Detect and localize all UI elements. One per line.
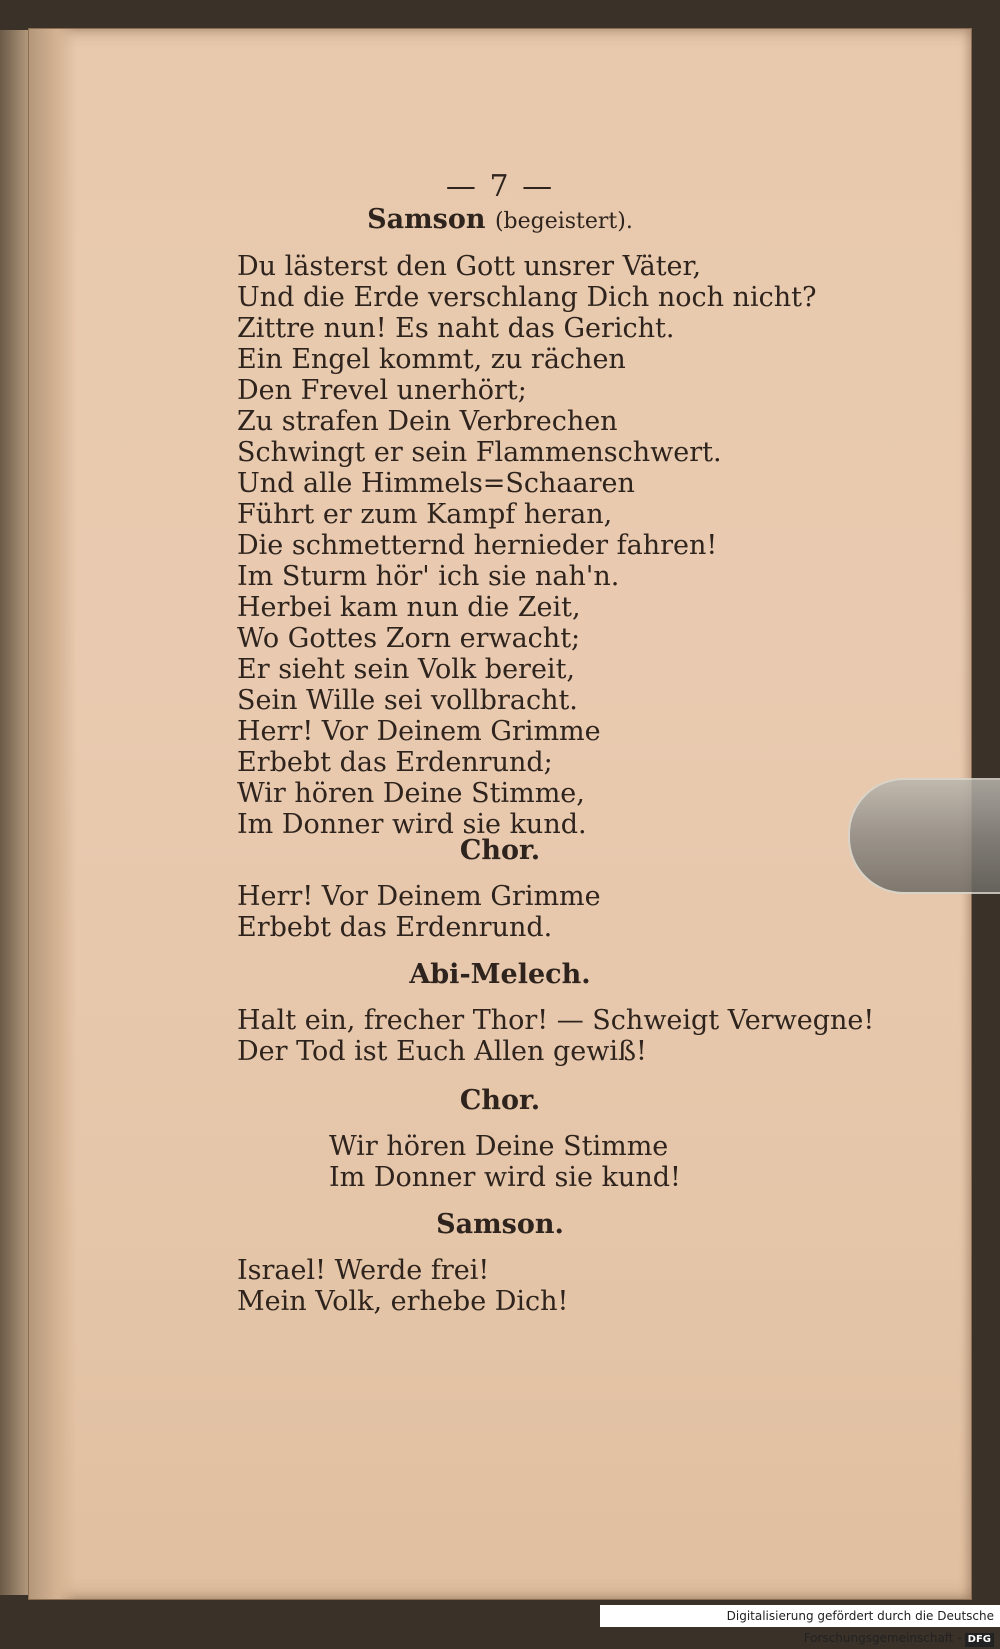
verse-line: Herr! Vor Deinem Grimme — [237, 716, 601, 747]
verse-block — [237, 881, 601, 943]
verse-block — [237, 1255, 568, 1317]
speaker-name: Abi-Melech. — [409, 959, 591, 990]
verse-line: Im Donner wird sie kund! — [329, 1162, 681, 1193]
verse-line: Mein Volk, erhebe Dich! — [237, 1286, 569, 1317]
page-clip-tab — [848, 778, 1000, 894]
verse-line: Erbebt das Erdenrund; — [237, 747, 553, 778]
verse-line: Führt er zum Kampf heran, — [237, 499, 613, 530]
verse-line: Herr! Vor Deinem Grimme — [237, 881, 601, 912]
verse-line: Zu strafen Dein Verbrechen — [237, 406, 618, 437]
verse-line: Herbei kam nun die Zeit, — [237, 592, 581, 623]
verse-line: Sein Wille sei vollbracht. — [237, 685, 578, 716]
footer-text: Digitalisierung gefördert durch die Deutsche Forschungsgemeinschaft - — [726, 1609, 994, 1645]
verse-line: Im Donner wird sie kund. — [237, 809, 587, 840]
speaker-name: Chor. — [459, 835, 541, 866]
verse-block — [329, 1131, 681, 1193]
book-page — [28, 28, 972, 1600]
verse-line: Zittre nun! Es naht das Gericht. — [237, 313, 675, 344]
verse-line: Die schmetternd hernieder fahren! — [237, 530, 718, 561]
verse-line: Erbebt das Erdenrund. — [237, 912, 553, 943]
verse-line: Schwingt er sein Flammenschwert. — [237, 437, 722, 468]
speaker-heading — [29, 204, 971, 235]
verse-line: Den Frevel unerhört; — [237, 375, 527, 406]
page-number: — 7 — — [445, 169, 555, 204]
page-text — [29, 29, 971, 1599]
speaker-name: Samson — [367, 204, 486, 235]
verse-line: Im Sturm hör' ich sie nah'n. — [237, 561, 620, 592]
verse-line: Du lästerst den Gott unsrer Väter, — [237, 251, 702, 282]
verse-line: Ein Engel kommt, zu rächen — [237, 344, 626, 375]
digitization-footer — [600, 1605, 1000, 1645]
verse-line: Er sieht sein Volk bereit, — [237, 654, 576, 685]
verse-line: Wir hören Deine Stimme — [329, 1131, 669, 1162]
stage-direction: (begeistert). — [494, 209, 633, 234]
verse-line: Und die Erde verschlang Dich noch nicht? — [237, 282, 817, 313]
verse-line: Halt ein, frecher Thor! — Schweigt Verwegne! — [237, 1005, 875, 1036]
verse-block — [237, 251, 816, 840]
verse-line: Wir hören Deine Stimme, — [237, 778, 585, 809]
verse-line: Israel! Werde frei! — [237, 1255, 490, 1286]
verse-line: Und alle Himmels=Schaaren — [237, 468, 635, 499]
speaker-name: Chor. — [459, 1085, 541, 1116]
dfg-logo: DFG — [965, 1633, 994, 1647]
verse-block — [237, 1005, 874, 1067]
verse-line: Wo Gottes Zorn erwacht; — [237, 623, 581, 654]
speaker-name: Samson. — [436, 1209, 564, 1240]
verse-line: Der Tod ist Euch Allen gewiß! — [237, 1036, 647, 1067]
